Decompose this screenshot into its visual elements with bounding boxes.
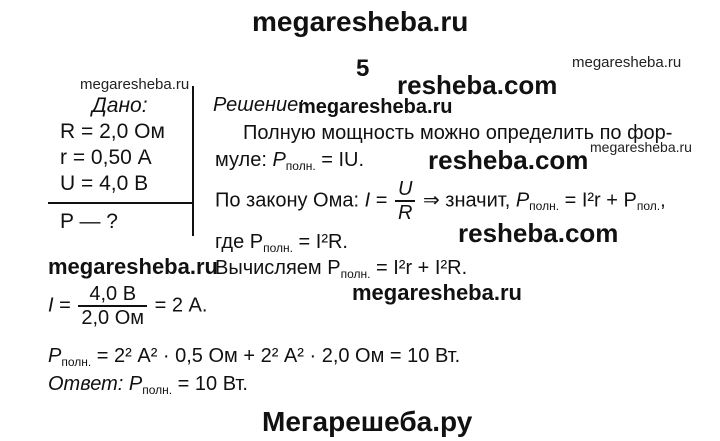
solution-line-1: Полную мощность можно определить по фор-: [243, 122, 673, 144]
watermark-left-small: megaresheba.ru: [80, 76, 190, 93]
power-calc-subscript: полн.: [61, 355, 92, 369]
where-line: [215, 230, 348, 256]
given-title: Дано:: [92, 94, 148, 117]
ohm-fraction-denominator: R: [397, 202, 413, 224]
watermark-resheba-3: resheba.com: [458, 218, 619, 248]
given-line-1: R = 2,0 Ом: [60, 120, 165, 143]
power-symbol: P: [272, 149, 286, 171]
calc-pre: Вычисляем P: [215, 257, 341, 279]
current-calc: [48, 283, 207, 329]
ohm-law-line: [215, 178, 666, 224]
current-calc-result: = 2 А.: [149, 294, 208, 317]
watermark-resheba-1: resheba.com: [397, 70, 558, 100]
solution-line-2-pre: муле:: [215, 149, 273, 171]
power-calc-expr: = 2² А² · 0,5 Ом + 2² А² · 2,0 Ом = 10 Вт.: [91, 345, 461, 367]
where-pre: где P: [215, 231, 264, 253]
watermark-resheba-2: resheba.com: [428, 145, 589, 175]
given-divider-vertical: [192, 86, 194, 236]
given-divider-horizontal: [48, 202, 193, 204]
watermark-right-small-2: megaresheba.ru: [590, 139, 692, 155]
watermark-mid-1: megaresheba.ru: [298, 96, 453, 118]
power-calc: [48, 344, 460, 370]
power-subscript-2: полн.: [529, 199, 560, 214]
ohm-law-eq: = I²r + P: [559, 189, 637, 212]
current-symbol: I: [364, 189, 371, 212]
problem-number: 5: [356, 55, 370, 82]
where-subscript: полн.: [263, 241, 293, 255]
answer-value: = 10 Вт.: [172, 373, 248, 395]
watermark-top: megaresheba.ru: [252, 6, 469, 37]
answer-symbol: P: [123, 373, 143, 395]
watermark-bottom: Мегарешеба.ру: [262, 406, 473, 437]
ohm-law-end: ,: [660, 189, 666, 212]
power-subscript: полн.: [285, 159, 316, 173]
where-post: = I²R.: [292, 231, 348, 253]
given-find: P — ?: [60, 210, 118, 233]
answer-line: [48, 372, 248, 398]
given-line-3: U = 4,0 В: [60, 172, 149, 195]
ohm-fraction-numerator: U: [395, 178, 415, 202]
ohm-eq-sign: =: [370, 189, 393, 212]
watermark-right-small-1: megaresheba.ru: [572, 54, 682, 71]
watermark-mid-left: megaresheba.ru: [48, 254, 218, 279]
calc-subscript: полн.: [340, 267, 371, 281]
calc-post: = I²r + I²R.: [370, 257, 468, 279]
power-symbol-2: P: [515, 189, 530, 212]
watermark-mid-2: megaresheba.ru: [352, 280, 522, 305]
solution-line-2: [215, 148, 364, 174]
useful-power-subscript: пол.: [636, 199, 661, 214]
current-fraction-denominator: 2,0 Ом: [81, 307, 145, 329]
answer-subscript: полн.: [142, 383, 173, 397]
given-line-2: r = 0,50 А: [60, 146, 152, 169]
calc-line: [215, 256, 467, 282]
power-calc-symbol: P: [48, 345, 62, 367]
solution-line-2-post: = IU.: [315, 149, 365, 171]
current-calc-symbol: I: [48, 294, 54, 317]
ohm-fraction: [395, 178, 415, 224]
current-calc-eq: =: [53, 294, 77, 317]
ohm-implies: ⇒ значит,: [417, 189, 516, 212]
current-fraction: [78, 283, 147, 329]
ohm-law-pre: По закону Ома:: [215, 189, 365, 212]
solution-title: Решение:: [213, 94, 304, 116]
answer-label: Ответ:: [48, 373, 124, 395]
current-fraction-numerator: 4,0 В: [78, 283, 147, 307]
